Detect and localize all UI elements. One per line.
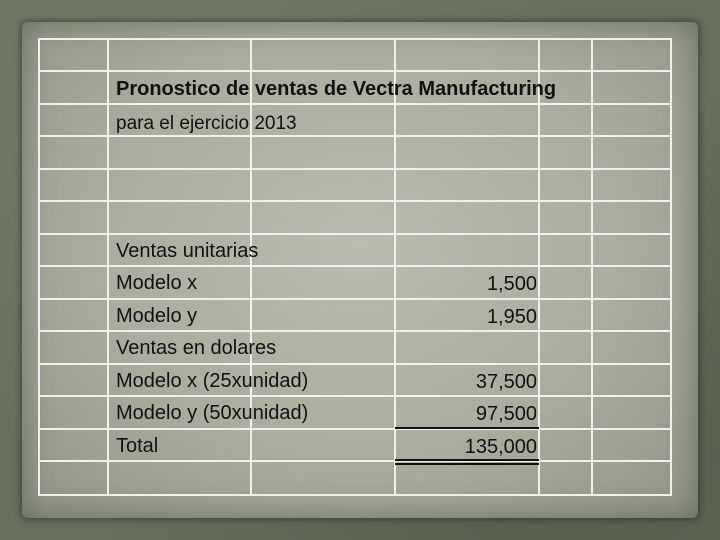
grid-row-line bbox=[38, 103, 672, 105]
grid-row-line bbox=[38, 38, 672, 40]
sheet-title: Pronostico de ventas de Vectra Manufacturing bbox=[116, 78, 557, 100]
grid-row-line bbox=[38, 494, 672, 496]
grid-row-line bbox=[38, 298, 672, 300]
subtotal-underline bbox=[395, 427, 539, 429]
grid-row-line bbox=[38, 330, 672, 332]
row-value-modelo-x: 1,500 bbox=[486, 273, 537, 295]
grid-row-line bbox=[38, 168, 672, 170]
row-label-total: Total bbox=[116, 435, 159, 457]
grid-row-line bbox=[38, 395, 672, 397]
row-value-modelo-x-dolares: 37,500 bbox=[475, 371, 537, 393]
grid-row-line bbox=[38, 428, 672, 430]
row-label-modelo-x: Modelo x bbox=[116, 272, 198, 294]
grid-row-line bbox=[38, 135, 672, 137]
grid-row-line bbox=[38, 363, 672, 365]
row-value-modelo-y-dolares: 97,500 bbox=[475, 403, 537, 425]
sheet-subtitle: para el ejercicio 2013 bbox=[116, 113, 297, 134]
row-label-modelo-y-dolares: Modelo y (50xunidad) bbox=[116, 402, 309, 424]
grid-row-line bbox=[38, 200, 672, 202]
row-value-modelo-y: 1,950 bbox=[486, 306, 537, 328]
grid-row-line bbox=[38, 233, 672, 235]
row-value-total: 135,000 bbox=[464, 436, 537, 458]
grid-row-line bbox=[38, 70, 672, 72]
grid-row-line bbox=[38, 460, 672, 462]
spreadsheet-grid bbox=[38, 38, 672, 496]
row-label-modelo-x-dolares: Modelo x (25xunidad) bbox=[116, 370, 309, 392]
grid-row-line bbox=[38, 265, 672, 267]
row-label-ventas-dolares: Ventas en dolares bbox=[116, 337, 277, 359]
total-double-underline-top bbox=[395, 459, 539, 461]
row-label-ventas-unitarias: Ventas unitarias bbox=[116, 240, 259, 262]
total-double-underline-bottom bbox=[395, 463, 539, 465]
row-label-modelo-y: Modelo y bbox=[116, 305, 198, 327]
